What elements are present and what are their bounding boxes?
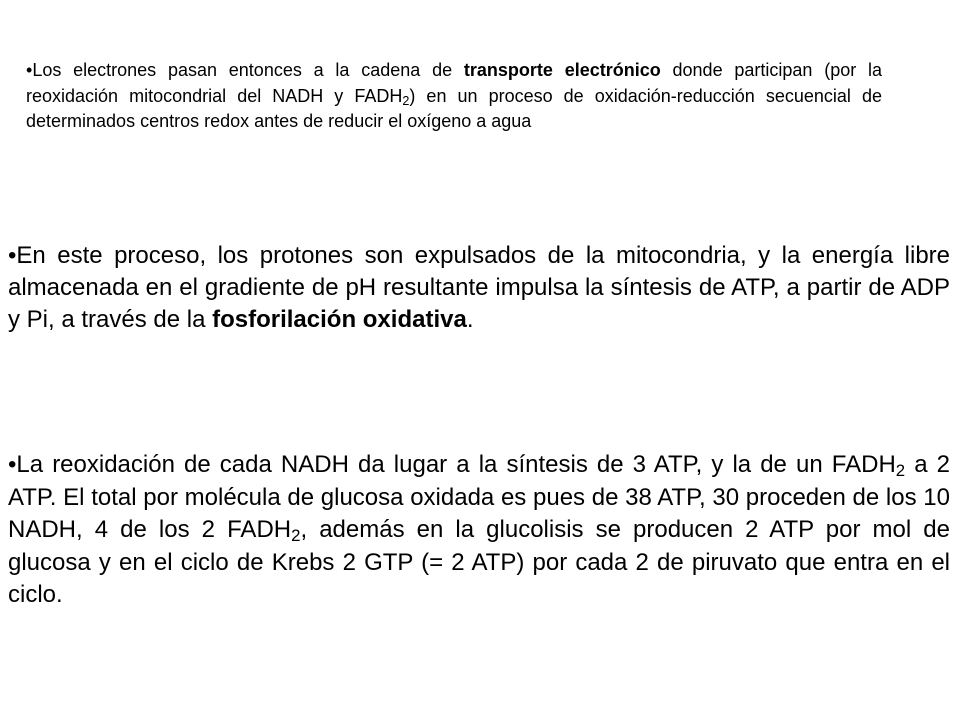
bullet: •	[8, 242, 17, 269]
paragraph-text: La reoxidación de cada NADH da lugar a la síntesis de 3 ATP, y la de un FADH	[16, 451, 896, 478]
paragraph-text: ) en un proceso de oxidación-reducción secuencial de determinados centros redox antes de reducir el oxígeno a agua	[26, 85, 882, 132]
subscript: 2	[291, 526, 301, 546]
subscript: 2	[895, 461, 906, 481]
bullet: •	[8, 451, 17, 478]
bold-term: fosforilación oxidativa	[212, 306, 467, 333]
bold-term: transporte electrónico	[463, 60, 661, 80]
paragraph-atp-yield	[8, 449, 950, 612]
paragraph-text: Los electrones pasan entonces a la cadena de	[32, 60, 464, 80]
paragraph-text: En este proceso, los protones son expulsados de la mitocondria, y la energía libre almacenada en el gradiente de pH resultante impulsa la síntesis de ATP, a partir de ADP y Pi, a través de la	[8, 242, 950, 333]
paragraph-electron-transport	[26, 58, 882, 135]
paragraph-text: donde participan (por la reoxidación mitocondrial del NADH y FADH	[26, 60, 883, 106]
paragraph-text: , además en la glucolisis se producen 2 ATP por mol de glucosa y en el ciclo de Krebs 2 GTP (= 2 ATP) por cada 2 de piruvato que entra en el ciclo.	[8, 516, 950, 608]
paragraph-end: .	[466, 306, 474, 333]
bullet: •	[26, 60, 33, 80]
paragraph-text: a 2 ATP. El total por molécula de glucosa oxidada es pues de 38 ATP, 30 proceden de los 10 NADH, 4 de los 2 FADH	[8, 451, 950, 543]
paragraph-oxidative-phosphorylation	[8, 240, 950, 336]
subscript: 2	[402, 93, 410, 108]
